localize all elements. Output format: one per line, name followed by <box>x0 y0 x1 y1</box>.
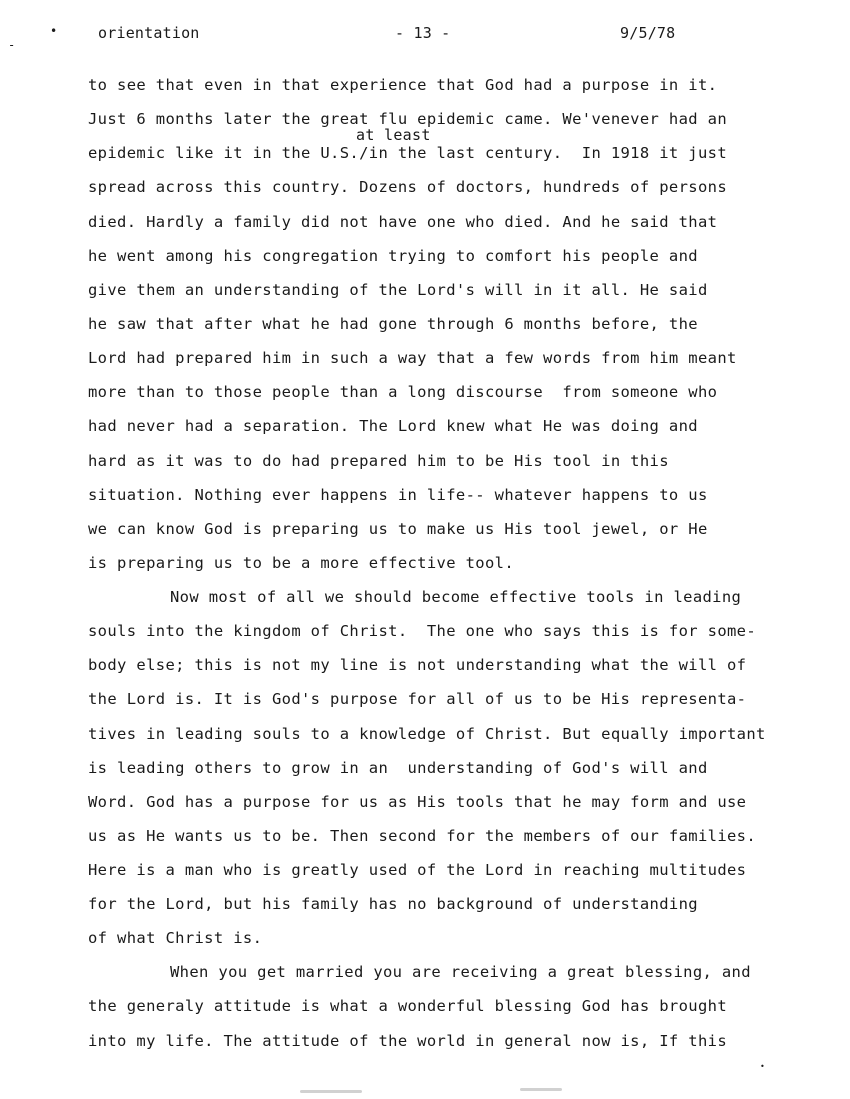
margin-mark: - <box>8 38 16 52</box>
text-line: us as He wants us to be. Then second for the members of our families. <box>88 827 757 845</box>
text-line: the generaly attitude is what a wonderful blessing God has brought <box>88 997 727 1015</box>
paragraph-start-line: Now most of all we should become effective tools in leading <box>170 588 742 606</box>
text-line: epidemic like it in the U.S./in the last century. In 1918 it just <box>88 144 727 162</box>
text-line: is preparing us to be a more effective tool. <box>88 554 514 572</box>
page-number: - 13 - <box>395 24 451 42</box>
text-line: more than to those people than a long discourse from someone who <box>88 383 718 401</box>
text-line: we can know God is preparing us to make us His tool jewel, or He <box>88 520 708 538</box>
text-line: give them an understanding of the Lord's will in it all. He said <box>88 281 708 299</box>
text-line: tives in leading souls to a knowledge of Christ. But equally important <box>88 725 766 743</box>
text-line: the Lord is. It is God's purpose for all of us to be His representa- <box>88 690 747 708</box>
text-line: died. Hardly a family did not have one who died. And he said that <box>88 213 718 231</box>
header-title: orientation <box>98 24 200 42</box>
text-line: Just 6 months later the great flu epidemic came. We'venever had an <box>88 110 727 128</box>
text-line: for the Lord, but his family has no background of understanding <box>88 895 698 913</box>
paragraph-start-line: When you get married you are receiving a great blessing, and <box>170 963 751 981</box>
handwritten-insertion: at least <box>356 126 431 144</box>
text-line: of what Christ is. <box>88 929 263 947</box>
text-line: had never had a separation. The Lord knew what He was doing and <box>88 417 698 435</box>
text-line: he went among his congregation trying to comfort his people and <box>88 247 698 265</box>
text-line: hard as it was to do had prepared him to be His tool in this <box>88 452 669 470</box>
text-line: souls into the kingdom of Christ. The one who says this is for some- <box>88 622 757 640</box>
text-line: Here is a man who is greatly used of the Lord in reaching multitudes <box>88 861 747 879</box>
scan-smudge <box>520 1088 562 1091</box>
text-line: is leading others to grow in an understanding of God's will and <box>88 759 708 777</box>
text-line: Word. God has a purpose for us as His tools that he may form and use <box>88 793 747 811</box>
text-line: situation. Nothing ever happens in life-- whatever happens to us <box>88 486 708 504</box>
text-line: spread across this country. Dozens of doctors, hundreds of persons <box>88 178 727 196</box>
scan-smudge <box>300 1090 362 1093</box>
text-line: body else; this is not my line is not understanding what the will of <box>88 656 747 674</box>
text-line: he saw that after what he had gone through 6 months before, the <box>88 315 698 333</box>
margin-mark: • <box>50 24 58 38</box>
text-line: Lord had prepared him in such a way that a few words from him meant <box>88 349 737 367</box>
text-line: to see that even in that experience that God had a purpose in it. <box>88 76 718 94</box>
header-date: 9/5/78 <box>620 24 676 42</box>
margin-mark: • <box>760 1062 765 1071</box>
text-line: into my life. The attitude of the world in general now is, If this <box>88 1032 727 1050</box>
